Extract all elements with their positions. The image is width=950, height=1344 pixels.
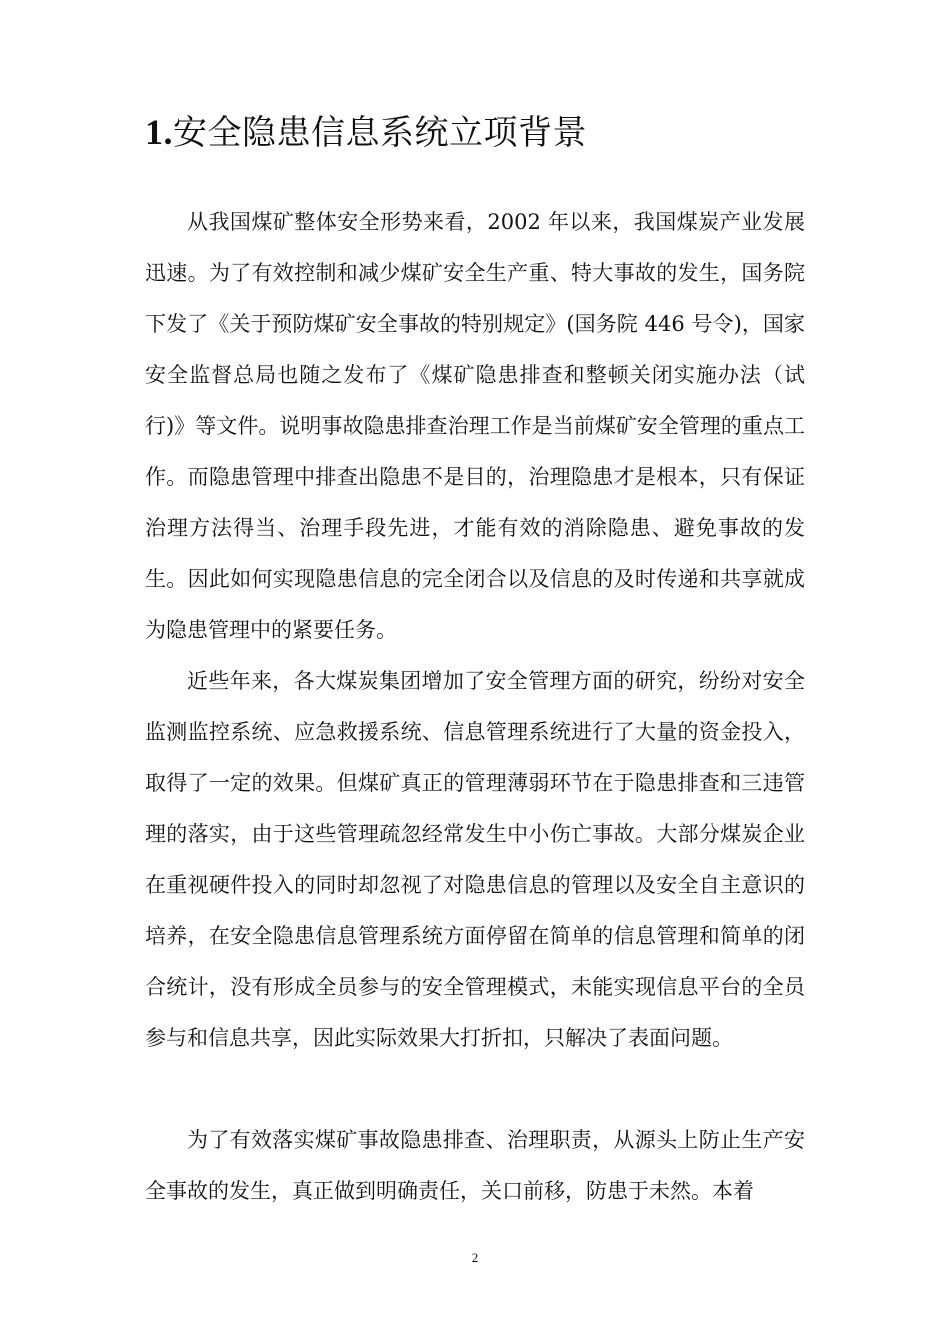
section-heading [145,110,825,155]
section-number: 1. [145,112,173,152]
section-title: 安全隐患信息系统立项背景 [173,113,587,153]
page-number: 2 [471,1250,479,1265]
paragraph-purpose: 为了有效落实煤矿事故隐患排查、治理职责，从源头上防止生产安全事故的发生，真正做到明确责任，关口前移，防患于未然。本着 [145,1128,805,1203]
paragraph-recent-years: 近些年来，各大煤炭集团增加了安全管理方面的研究，纷纷对安全监测监控系统、应急救援系统、信息管理系统进行了大量的资金投入，取得了一定的效果。但煤矿真正的管理薄弱环节在于隐患排查和三违管理的落实，由于这些管理疏忽经常发生中小伤亡事故。大部分煤炭企业在重视硬件投入的同时却忽视了对隐患信息的管理以及安全自主意识的培养，在安全隐患信息管理系统方面停留在简单的信息管理和简单的闭合统计，没有形成全员参与的安全管理模式，未能实现信息平台的全员参与和信息共享，因此实际效果大打折扣，只解决了表面问题。 [145,669,805,1050]
paragraph-background: 从我国煤矿整体安全形势来看，2002 年以来，我国煤炭产业发展迅速。为了有效控制和减少煤矿安全生产重、特大事故的发生，国务院下发了《关于预防煤矿安全事故的特别规定》(国务院 446 号令)，国家安全监督总局也随之发布了《煤矿隐患排查和整顿关闭实施办法（试行)》等文件。说明事故隐患排查治理工作是当前煤矿安全管理的重点工作。而隐患管理中排查出隐患不是目的，治理隐患才是根本，只有保证治理方法得当、治理手段先进，才能有效的消除隐患、避免事故的发生。因此如何实现隐患信息的完全闭合以及信息的及时传递和共享就成为隐患管理中的紧要任务。 [145,210,805,642]
